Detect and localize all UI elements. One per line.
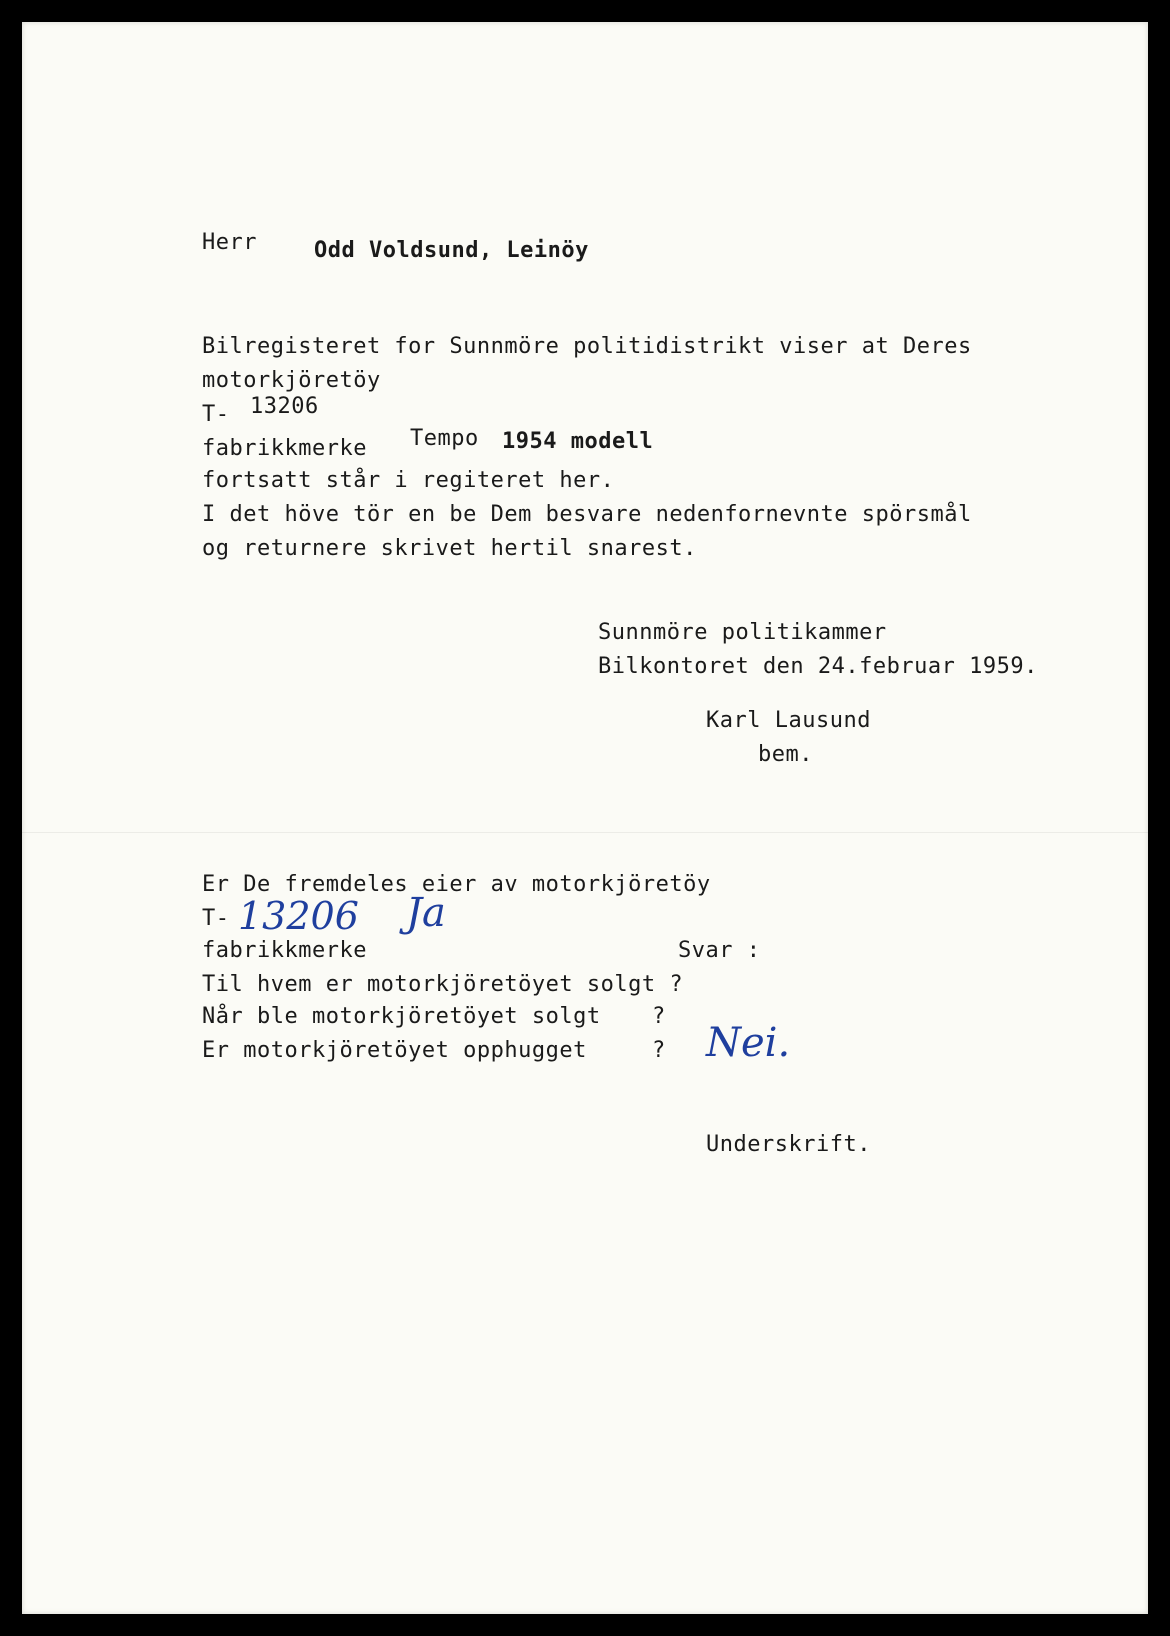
signer-name: Karl Lausund [706, 708, 871, 733]
question-mark-sold-when: ? [652, 1004, 666, 1029]
document-page [22, 22, 1148, 1614]
model-value: 1954 modell [502, 429, 654, 454]
office-line-1: Sunnmöre politikammer [598, 620, 887, 645]
reg-number: 13206 [250, 394, 319, 419]
form-question-owner: Er De fremdeles eier av motorkjöretöy [202, 872, 711, 897]
body-line-4: I det höve tör en be Dem besvare nedenfornevnte spörsmål [202, 502, 972, 527]
handwritten-answer-scrapped: Nei. [706, 1020, 791, 1066]
form-question-sold-to: Til hvem er motorkjöretöyet solgt ? [202, 972, 684, 997]
signer-title: bem. [758, 742, 813, 767]
question-mark-scrapped: ? [652, 1038, 666, 1063]
form-make-label: fabrikkmerke [202, 938, 367, 963]
make-label: fabrikkmerke [202, 436, 367, 461]
salutation: Herr [202, 230, 257, 255]
form-question-sold-when: Når ble motorkjöretöyet solgt [202, 1004, 601, 1029]
office-line-2: Bilkontoret den 24.februar 1959. [598, 654, 1038, 679]
handwritten-answer-owner: Ja [406, 890, 446, 936]
fold-line [22, 832, 1148, 833]
recipient-name: Odd Voldsund, Leinöy [314, 238, 589, 263]
form-answer-label: Svar : [678, 938, 761, 963]
body-line-5: og returnere skrivet hertil snarest. [202, 536, 697, 561]
body-line-2: motorkjöretöy [202, 368, 381, 393]
signature-label: Underskrift. [706, 1132, 871, 1157]
handwritten-reg-number: 13206 [238, 894, 359, 938]
reg-prefix: T- [202, 402, 230, 427]
form-reg-prefix: T- [202, 906, 230, 931]
body-line-3: fortsatt står i regiteret her. [202, 468, 615, 493]
body-line-1: Bilregisteret for Sunnmöre politidistrikt viser at Deres [202, 334, 972, 359]
make-value: Tempo [410, 426, 479, 451]
form-question-scrapped: Er motorkjöretöyet opphugget [202, 1038, 587, 1063]
